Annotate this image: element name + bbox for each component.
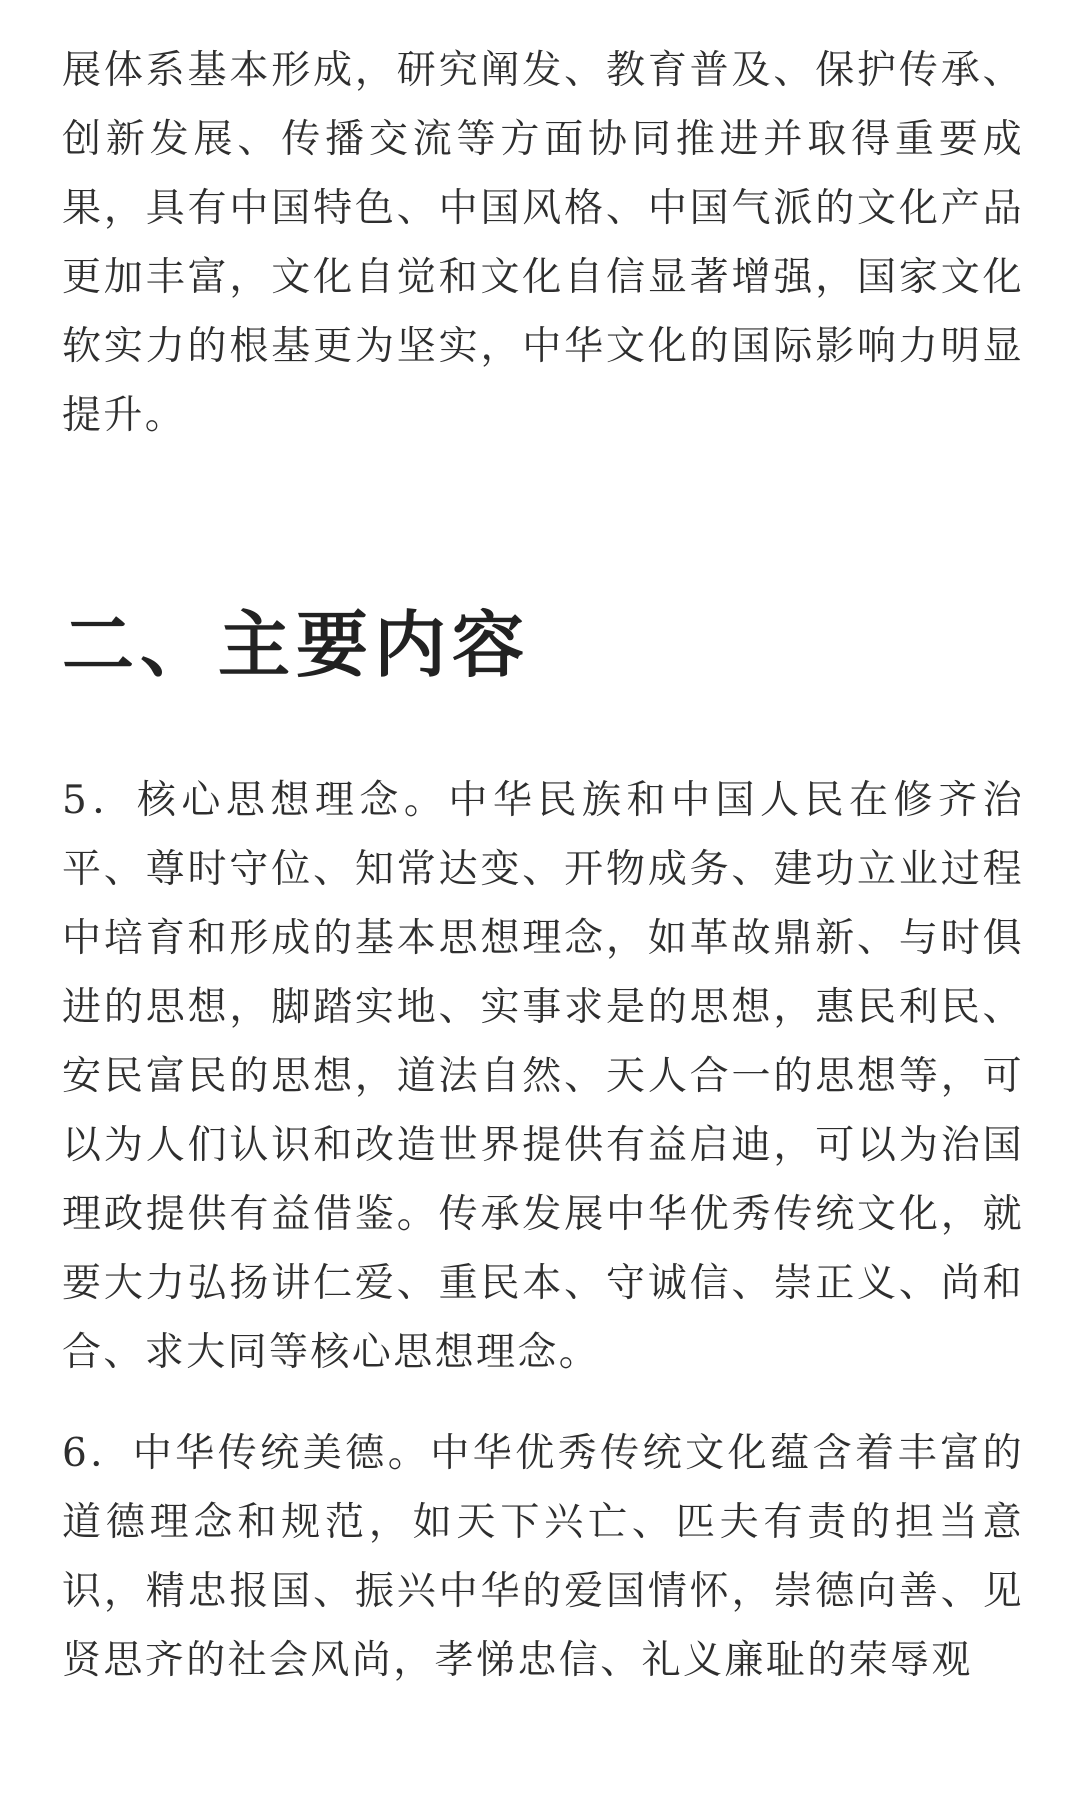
section-heading: 二、主要内容 xyxy=(62,602,531,687)
paragraph-traditional-virtues: 6．中华传统美德。中华优秀传统文化蕴含着丰富的道德理念和规范，如天下兴亡、匹夫有责的担当意识，精忠报国、振兴中华的爱国情怀，崇德向善、见贤思齐的社会风尚，孝悌忠信、礼义廉耻的荣辱观 xyxy=(62,1431,1024,1683)
intro-paragraph: 展体系基本形成，研究阐发、教育普及、保护传承、创新发展、传播交流等方面协同推进并取得重要成果，具有中国特色、中国风格、中国气派的文化产品更加丰富，文化自觉和文化自信显著增强，国家文化软实力的根基更为坚实，中华文化的国际影响力明显提升。 xyxy=(62,48,1024,438)
paragraph-core-ideas: 5．核心思想理念。中华民族和中国人民在修齐治平、尊时守位、知常达变、开物成务、建功立业过程中培育和形成的基本思想理念，如革故鼎新、与时俱进的思想，脚踏实地、实事求是的思想，惠民利民、安民富民的思想，道法自然、天人合一的思想等，可以为人们认识和改造世界提供有益启迪，可以为治国理政提供有益借鉴。传承发展中华优秀传统文化，就要大力弘扬讲仁爱、重民本、守诚信、崇正义、尚和合、求大同等核心思想理念。 xyxy=(62,778,1024,1375)
